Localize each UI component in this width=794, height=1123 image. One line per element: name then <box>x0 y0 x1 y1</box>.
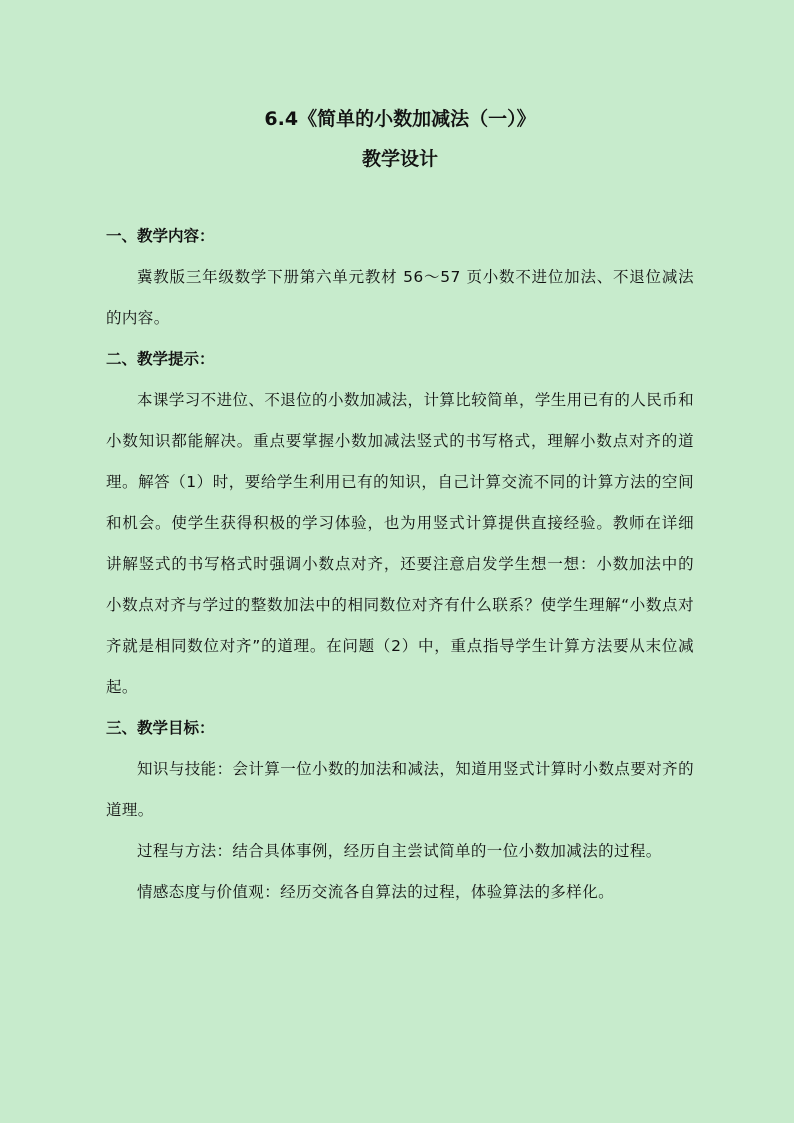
section-paragraph: 知识与技能：会计算一位小数的加法和减法，知道用竖式计算时小数点要对齐的道理。 <box>106 760 694 819</box>
section-paragraph: 冀教版三年级数学下册第六单元教材 56～57 页小数不进位加法、不退位减法的内容。 <box>106 268 694 327</box>
section-heading-tips: 二、教学提示： <box>106 350 215 368</box>
section-paragraph: 过程与方法：结合具体事例，经历自主尝试简单的一位小数加减法的过程。 <box>137 842 662 860</box>
section-heading-objectives: 三、教学目标： <box>106 719 215 737</box>
document-title: 6.4《简单的小数加减法（一）》 <box>264 108 536 130</box>
section-heading-content: 一、教学内容： <box>106 227 215 245</box>
document-subtitle: 教学设计 <box>361 148 438 170</box>
document-page <box>106 104 694 913</box>
section-paragraph: 本课学习不进位、不退位的小数加减法，计算比较简单，学生用已有的人民币和小数知识都能解决。重点要掌握小数加减法竖式的书写格式，理解小数点对齐的道理。解答（1）时，要给学生利用已有的知识，自己计算交流不同的计算方法的空间和机会。使学生获得积极的学习体验，也为用竖式计算提供直接经验。教师在详细讲解竖式的书写格式时强调小数点对齐，还要注意启发学生想一想：小数加法中的小数点对齐与学过的整数加法中的相同数位对齐有什么联系？使学生理解“小数点对齐就是相同数位对齐”的道理。在问题（2）中，重点指导学生计算方法要从末位减起。 <box>106 391 694 696</box>
section-paragraph: 情感态度与价值观：经历交流各自算法的过程，体验算法的多样化。 <box>137 883 615 901</box>
